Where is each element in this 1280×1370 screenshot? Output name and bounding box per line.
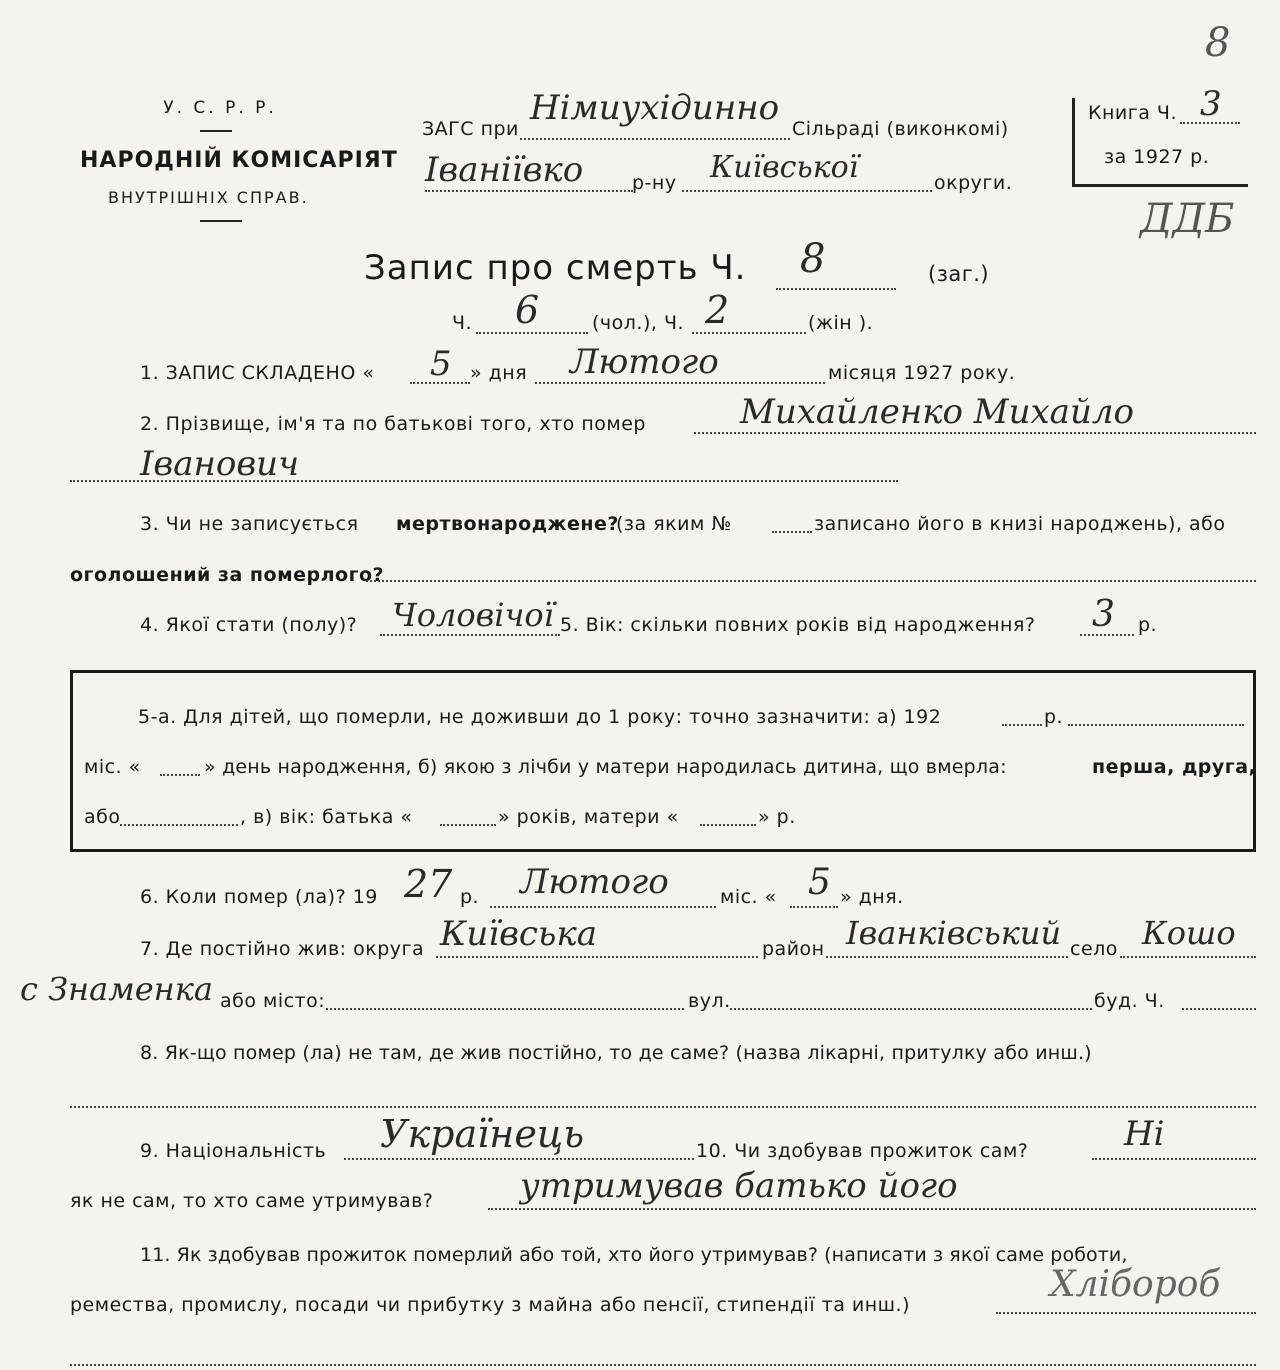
field-7-okrug-line bbox=[436, 956, 758, 958]
field-7-rayon-handwritten: Іванківський bbox=[846, 914, 1062, 952]
field-3-number-line bbox=[772, 531, 812, 533]
record-number-line bbox=[776, 288, 896, 290]
field-11-line bbox=[996, 1312, 1256, 1314]
book-number-handwritten: 3 bbox=[1200, 84, 1222, 124]
field-11-line-1: 11. Як здобував прожиток померлий або той, хто його утримував? (написати з якої саме роботи, bbox=[140, 1244, 1128, 1266]
field-10-line bbox=[1092, 1158, 1256, 1160]
field-5a-line-3a: або bbox=[84, 806, 121, 828]
zags-line bbox=[520, 138, 790, 140]
field-4-label: 4. Якої стати (полу)? bbox=[140, 614, 358, 636]
field-1-month-handwritten: Лютого bbox=[570, 342, 719, 382]
field-5a-line-3b: , в) вік: батька « bbox=[240, 806, 413, 828]
field-2-label: 2. Прізвище, ім'я та по батькові того, хто помер bbox=[140, 413, 646, 435]
field-2-name-handwritten: Михайленко Михайло bbox=[740, 392, 1134, 432]
okrug-label: округи. bbox=[934, 172, 1013, 194]
field-4-sex-handwritten: Чоловічої bbox=[392, 596, 554, 634]
field-2-line-2 bbox=[70, 480, 898, 482]
field-3-label-d: записано його в книзі народжень), або bbox=[814, 513, 1226, 535]
field-5-unit: р. bbox=[1138, 614, 1158, 636]
field-4-line bbox=[380, 634, 560, 636]
female-count-handwritten: 2 bbox=[705, 288, 730, 332]
header-divider-2 bbox=[200, 220, 242, 222]
rayon-handwritten: Іваніївко bbox=[425, 150, 584, 190]
field-5a-line-2a: міс. « bbox=[84, 756, 141, 778]
field-6-label: 6. Коли помер (ла)? 19 bbox=[140, 886, 378, 908]
field-10b-line bbox=[488, 1208, 1256, 1210]
field-5a-line-1-tail bbox=[1068, 724, 1244, 726]
field-10b-handwritten: утримував батько його bbox=[520, 1166, 958, 1206]
field-3-stillborn: мертвонароджене? bbox=[396, 513, 619, 535]
field-11-line-2: ремества, промислу, посади чи прибутку з майна або пенсії, стипендії та инш.) bbox=[70, 1294, 911, 1316]
zags-council-label: Сільраді (виконкомі) bbox=[792, 118, 1009, 140]
okrug-handwritten: Київської bbox=[710, 150, 859, 185]
field-9-label: 9. Національність bbox=[140, 1140, 327, 1162]
field-7-selo-line bbox=[1120, 956, 1256, 958]
header-ussr: У. С. Р. Р. bbox=[163, 98, 277, 118]
field-1-month-line bbox=[535, 382, 825, 384]
field-7-city-label: або місто: bbox=[220, 990, 326, 1012]
female-label: (жін ). bbox=[808, 312, 874, 334]
rayon-line bbox=[425, 190, 633, 192]
header-internal-affairs: ВНУТРІШНІХ СПРАВ. bbox=[108, 188, 309, 207]
field-9-nationality-handwritten: Українець bbox=[380, 1112, 585, 1156]
book-box-bottom-border bbox=[1072, 184, 1248, 187]
field-5a-month-line bbox=[160, 774, 200, 776]
field-5a-mother-line bbox=[700, 824, 756, 826]
field-5a-line-3d: » р. bbox=[758, 806, 796, 828]
header-divider-1 bbox=[200, 130, 232, 132]
field-1-label: 1. ЗАПИС СКЛАДЕНО « bbox=[140, 362, 375, 384]
field-2-line-1 bbox=[694, 432, 1256, 434]
field-7-rayon-line bbox=[826, 956, 1068, 958]
field-6-month-line bbox=[490, 906, 716, 908]
field-1-day-label: » дня bbox=[470, 362, 528, 384]
female-count-label: (чол.), Ч. bbox=[592, 312, 685, 334]
field-7-label: 7. Де постійно жив: округа bbox=[140, 938, 425, 960]
field-5a-other-line bbox=[120, 824, 238, 826]
header-commissariat: НАРОДНІЙ КОМІСАРІЯТ bbox=[80, 148, 398, 173]
field-7-okrug-handwritten: Київська bbox=[440, 914, 598, 954]
field-1-day-line bbox=[410, 382, 470, 384]
male-count-line bbox=[476, 332, 588, 334]
male-count-handwritten: 6 bbox=[515, 288, 540, 332]
rayon-label: р-ну bbox=[632, 172, 677, 194]
book-number-label: Книга Ч. bbox=[1088, 102, 1177, 124]
corner-mark-initials: ДДБ bbox=[1140, 196, 1235, 242]
record-general-label: (заг.) bbox=[928, 262, 990, 286]
field-11-line-2-rule bbox=[70, 1364, 1256, 1366]
field-5a-year-unit: р. bbox=[1044, 706, 1064, 728]
field-6-day-label: » дня. bbox=[840, 886, 904, 908]
field-6-month-label: міс. « bbox=[720, 886, 777, 908]
field-9-line bbox=[344, 1158, 694, 1160]
record-title: Запис про смерть Ч. bbox=[364, 248, 747, 288]
field-5a-line-3c: » років, матери « bbox=[498, 806, 679, 828]
field-1-year-label: місяця 1927 року. bbox=[828, 362, 1016, 384]
field-8-line bbox=[70, 1106, 1256, 1108]
field-11-occupation-handwritten: Хлібороб bbox=[1050, 1264, 1221, 1305]
field-10-label: 10. Чи здобував прожиток сам? bbox=[696, 1140, 1029, 1162]
field-10-handwritten: Ні bbox=[1124, 1114, 1165, 1154]
field-6-day-line bbox=[790, 906, 838, 908]
female-count-line bbox=[692, 332, 806, 334]
field-3-label-a: 3. Чи не записується bbox=[140, 513, 359, 535]
field-5-age-handwritten: 3 bbox=[1092, 594, 1115, 635]
field-5-label: 5. Вік: скільки повних років від народження? bbox=[560, 614, 1036, 636]
field-7-street-line bbox=[730, 1008, 1092, 1010]
field-5-line bbox=[1080, 634, 1134, 636]
zags-village-handwritten: Німиухідинно bbox=[530, 88, 780, 128]
field-3-label-c: (за яким № bbox=[616, 513, 732, 535]
field-6-year-handwritten: 27 bbox=[404, 862, 453, 906]
field-5a-father-line bbox=[440, 824, 496, 826]
field-6-day-handwritten: 5 bbox=[808, 862, 831, 903]
okrug-line bbox=[682, 190, 932, 192]
field-5a-year-line bbox=[1002, 724, 1042, 726]
field-7-selo-label: село bbox=[1070, 938, 1118, 960]
field-3-declared-dead: оголошений за померлого? bbox=[70, 564, 385, 586]
zags-label: ЗАГС при bbox=[422, 118, 519, 140]
field-1-day-handwritten: 5 bbox=[430, 344, 452, 384]
field-7-rayon-label: район bbox=[762, 938, 825, 960]
field-5a-line-2b: » день народження, б) якою з лічби у матери народилась дитина, що вмерла: bbox=[204, 756, 1007, 778]
field-6-month-handwritten: Лютого bbox=[520, 862, 669, 902]
field-7-street-label: вул. bbox=[688, 990, 731, 1012]
field-6-year-unit: р. bbox=[460, 886, 480, 908]
book-box-left-border bbox=[1072, 98, 1075, 186]
corner-mark: 8 bbox=[1205, 20, 1231, 66]
field-7-selo-handwritten: Кошо bbox=[1142, 914, 1236, 952]
male-count-label: Ч. bbox=[452, 312, 473, 334]
field-7-house-line bbox=[1182, 1008, 1256, 1010]
record-number-handwritten: 8 bbox=[800, 236, 826, 282]
field-2-patronymic-handwritten: Іванович bbox=[140, 444, 300, 484]
field-8-label: 8. Як-що помер (ла) не там, де жив постійно, то де саме? (назва лікарні, притулку або инш.) bbox=[140, 1042, 1092, 1064]
field-7-margin-handwritten: с Знаменка bbox=[20, 970, 213, 1008]
field-10b-label: як не сам, то хто саме утримував? bbox=[70, 1190, 434, 1212]
book-year: за 1927 р. bbox=[1104, 146, 1210, 168]
field-5a-line-1: 5-а. Для дітей, що померли, не доживши до 1 року: точно зазначити: а) 192 bbox=[138, 706, 942, 728]
field-3-line bbox=[366, 580, 1256, 582]
field-7-city-line bbox=[326, 1008, 684, 1010]
book-number-line bbox=[1180, 122, 1240, 124]
field-5a-birth-order: перша, друга, bbox=[1092, 756, 1257, 778]
field-7-house-label: буд. Ч. bbox=[1094, 990, 1165, 1012]
